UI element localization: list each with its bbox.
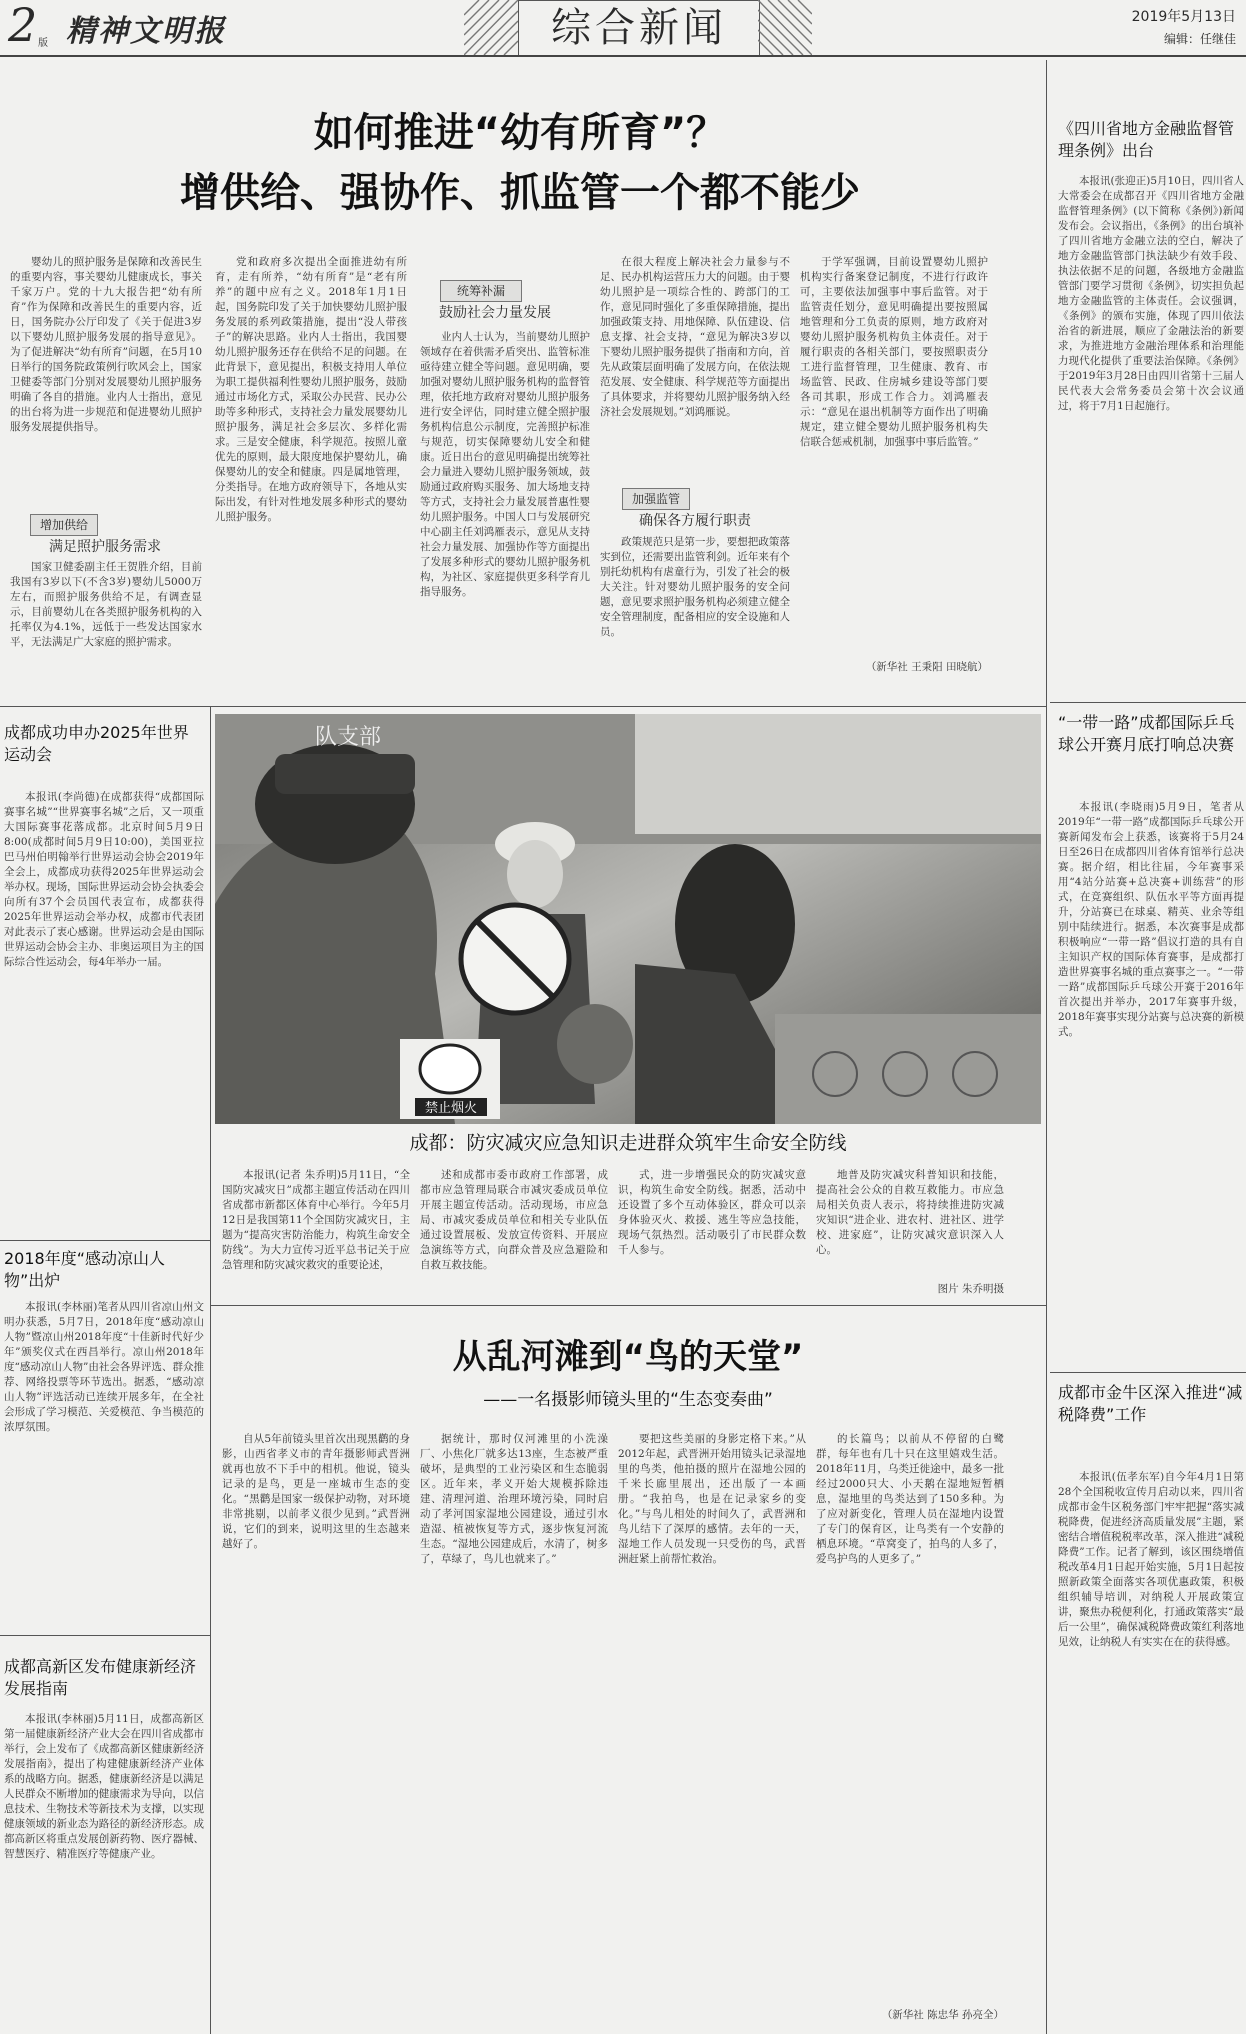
lead-bottom-rule bbox=[0, 706, 1046, 707]
lead-col4: 在很大程度上解决社会力量参与不足、民办机构运营压力大的问题。由于婴幼儿照护是一项综合性的、跨部门的工作，意见同时强化了多重保障措施，提出加强政策支持、用地保障、队伍建设、信息支撑、社会支持，“意见为解决3岁以下婴幼儿照护服务提供了指南和方向，首先从政策层面明确了发展方向，在依法规范发展、安全健康、科学规范等方面提出了具体要求，并将婴幼儿照护服务纳入经济社会发展规划。”刘鸿雁说。 bbox=[600, 256, 790, 418]
header-rule bbox=[0, 55, 1246, 57]
left-story3-body: 本报讯(李林丽)5月11日，成都高新区第一届健康新经济产业大会在四川省成都市举行，会上发布了《成都高新区健康新经济发展指南》，提出了构建健康新经济产业体系的战略方向。据悉，健康新经济是以满足人民群众不断增加的健康需求为导向，以信息技术、生物技术等新技术为支撑，以实现健康领域的新业态为路径的新经济形态。成都高新区将重点发展创新药物、医疗器械、智慧医疗、精准医疗等健康产业。 bbox=[4, 1713, 204, 1860]
subhead-tag-2: 统筹补漏 bbox=[440, 280, 522, 302]
bird-byline: （新华社 陈忠华 孙亮全） bbox=[881, 2009, 1004, 2021]
lead-title-line2: 增供给、强协作、抓监管一个都不能少 bbox=[180, 170, 860, 216]
left-column-divider bbox=[210, 706, 211, 2034]
bird-col2: 据统计，那时仅河滩里的小洗澡厂、小焦化厂就多达13座，生态被严重破坏，是典型的工业污染区和生态脆弱区。近年来，孝义开始大规模拆除违建、清理河道、治理环境污染，同时启动了孝河国家湿地公园建设，通过引水造湿、植被恢复等方式，逐步恢复河流生态。“湿地公园建成后，水清了，树多了，草绿了，鸟儿也就来了。” bbox=[420, 1433, 608, 1565]
left-rule-2 bbox=[0, 1635, 210, 1636]
subhead-2: 鼓励社会力量发展 bbox=[439, 305, 551, 321]
subhead-3: 确保各方履行职责 bbox=[639, 513, 751, 529]
right-bot-body: 本报讯(伍孝东军)自今年4月1日第28个全国税收宣传月启动以来，四川省成都市金牛区税务部门牢牢把握“落实减税降费，促进经济高质量发展”主题，紧密结合增值税税率改革，深入推进“减税降费”工作。记者了解到，该区围绕增值税改革4月1日起开始实施，5月1日起按照新政策全面落实各项优惠政策，积极组织辅导培训，对纳税人开展政策宣讲，聚焦办税便利化，打通政策落实“最后一公里”，确保减税降费政策红利落地见效，让纳税人有实实在在的获得感。 bbox=[1058, 1471, 1244, 1648]
lead-col5: 于学军强调，目前设置婴幼儿照护机构实行备案登记制度，不进行行政许可，主要依法加强事中事后监管。对于监管责任划分，意见明确提出要按照属地管理和分工负责的原则，地方政府对婴幼儿照护服务机构负主体责任。对于履行职责的各相关部门，要按照职责分工进行监督管理，卫生健康、教育、市场监管、民政、住房城乡建设等部门要各司其职，形成工作合力。刘鸿雁表示：“意见在退出机制等方面作出了明确规定，建立健全婴幼儿照护服务机构失信联合惩戒机制，加强事中事后监管。” bbox=[800, 256, 988, 448]
disaster-col2: 述和成都市委市政府工作部署，成都市应急管理局联合市减灾委成员单位开展主题宣传活动。活动现场，市应急局、市减灾委成员单位和相关专业队伍通过设置展板、发放宣传资料、开展应急演练等方式，向群众普及应急避险和自救互救技能。 bbox=[420, 1169, 608, 1271]
right-top-title: 《四川省地方金融监督管理条例》出台 bbox=[1058, 119, 1235, 160]
bird-col1: 自从5年前镜头里首次出现黑鹳的身影，山西省孝义市的青年摄影师武晋洲就再也放不下手中的相机。他说，镜头记录的是鸟，更是一座城市生态的变化。“黑鹳是国家一级保护动物，对环境非常挑剔，以前孝义很少见到。”武晋洲说，它们的到来，说明这里的生态越来越好了。 bbox=[222, 1433, 410, 1550]
left-story1-title: 成都成功申办2025年世界运动会 bbox=[4, 723, 189, 764]
disaster-byline: 图片 朱乔明摄 bbox=[937, 1283, 1004, 1295]
bird-title: 从乱河滩到“鸟的天堂” bbox=[452, 1337, 804, 1377]
right-mid-title: “一带一路”成都国际乒乓球公开赛月底打响总决赛 bbox=[1058, 713, 1235, 754]
photo-sign-text: 禁止烟火 bbox=[424, 1101, 478, 1116]
bird-col3: 要把这些美丽的身影定格下来。”从2012年起，武晋洲开始用镜头记录湿地里的鸟类，他拍摄的照片在湿地公园的千米长廊里展出，还出版了一本画册。“我拍鸟，也是在记录家乡的变化。”与鸟儿相处的时间久了，武晋洲和鸟儿结下了深厚的感情。去年的一天，湿地工作人员发现一只受伤的鸟，武晋洲赶紧上前帮忙救治。 bbox=[618, 1433, 806, 1565]
photo-vest-text: 队支部 bbox=[315, 725, 382, 750]
left-story2-body: 本报讯(李林丽)笔者从四川省凉山州文明办获悉，5月7日，2018年度“感动凉山人物”暨凉山州2018年度“十佳新时代好少年”颁奖仪式在西昌举行。凉山州2018年度“感动凉山人物”由社会各界评选、群众推荐、网络投票等环节选出。据悉，“感动凉山人物”评选活动已连续开展多年，在全社会形成了学习模范、关爱模范、争当模范的浓厚氛围。 bbox=[4, 1301, 204, 1433]
photo-caption: 成都：防灾减灾应急知识走进群众筑牢生命安全防线 bbox=[409, 1132, 847, 1154]
issue-date: 2019年5月13日 bbox=[1131, 9, 1236, 25]
lead-col1: 婴幼儿的照护服务是保障和改善民生的重要内容，事关婴幼儿健康成长，事关千家万户。党的十九大报告把“幼有所育”作为保障和改善民生的重要内容，近日，国务院办公厅印发了《关于促进3岁以下婴幼儿照护服务发展的指导意见》。为了促进解决“幼有所育”问题，在5月10日举行的国务院政策例行吹风会上，国家卫健委等部门分别对发展婴幼儿照护服务明确了各自的措施。业内人士指出，意见的出台将为进一步规范和促进婴幼儿照护服务发展提供指导。 bbox=[10, 256, 202, 433]
disaster-col4: 地普及防灾减灾科普知识和技能，提高社会公众的自救互救能力。市应急局相关负责人表示，将持续推进防灾减灾知识“进企业、进农村、进社区、进学校、进家庭”，让防灾减灾意识深入人心。 bbox=[816, 1169, 1004, 1256]
disaster-bottom-rule bbox=[210, 1305, 1046, 1306]
left-story2-title: 2018年度“感动凉山人物”出炉 bbox=[4, 1249, 166, 1290]
disaster-col3: 式，进一步增强民众的防灾减灾意识，构筑生命安全防线。据悉，活动中还设置了多个互动体验区，群众可以亲身体验灭火、救援、逃生等应急技能，现场气氛热烈。活动吸引了市民群众数千人参与。 bbox=[618, 1169, 806, 1256]
editor-credit: 编辑：任继佳 bbox=[1163, 32, 1236, 46]
lead-col2: 党和政府多次提出全面推进幼有所育，走有所养，“幼有所育”是“老有所养”的题中应有之义。2018年1月1日起，国务院印发了关于加快婴幼儿照护服务发展的系列政策措施，提出“没人带孩子”的解决思路。业内人士指出，我国婴幼儿照护服务还存在供给不足的问题。在此背景下，意见提出，积极支持用人单位为职工提供福利性婴幼儿照护服务，鼓励通过市场化方式，采取公办民营、民办公助等多种形式，支持社会力量发展婴幼儿照护服务，满足社会多层次、多样化需求。三是安全健康，科学规范。按照儿童优先的原则，最大限度地保护婴幼儿，确保婴幼儿的安全和健康。四是属地管理，分类指导。在地方政府领导下，各地从实际出发，有针对性地发展多种形式的婴幼儿照护服务。 bbox=[215, 256, 407, 523]
lead-title-line1: 如何推进“幼有所育”？ bbox=[313, 110, 727, 156]
disaster-col1: 本报讯(记者 朱乔明)5月11日，“全国防灾减灾日”成都主题宣传活动在四川省成都市新都区体育中心举行。今年5月12日是我国第11个全国防灾减灾日，主题为“提高灾害防治能力，构筑生命安全防线”。为大力宣传习近平总书记关于应急管理和防灾减灾救灾的重要论述， bbox=[222, 1169, 410, 1271]
decorative-corner-right bbox=[758, 0, 812, 55]
lead-col3: 业内人士认为，当前婴幼儿照护领域存在着供需矛盾突出、监管标准亟待建立健全等问题。意见明确，要加强对婴幼儿照护服务机构的监督管理，依托地方政府对婴幼儿照护服务进行安全评估，同时建立健全照护服务机构信息公示制度，完善照护标准与规范，切实保障婴幼儿安全和健康。近日出台的意见明确提出统筹社会力量进入婴幼儿照护服务领域，鼓励通过政府购买服务、加大场地支持等方式，支持社会力量发展普惠性婴幼儿照护服务。中国人口与发展研究中心副主任刘鸿雁表示，意见从支持社会力量发展、加强协作等方面提出了发展多种形式的婴幼儿照护服务机构，为社区、家庭提供更多科学育儿指导服务。 bbox=[420, 331, 590, 598]
left-story3-title: 成都高新区发布健康新经济发展指南 bbox=[4, 1657, 197, 1698]
right-mid-body: 本报讯(李晓雨)5月9日，笔者从2019年“一带一路”成都国际乒乓球公开赛新闻发布会上获悉，该赛将于5月24日至26日在成都四川省体育馆举行总决赛。据介绍，相比往届，今年赛事采用“4站分站赛+总决赛+训练营”的形式，在竞赛组织、队伍水平等方面再提升，分站赛已在球桌、精英、业余等组别中陆续进行。据悉，本次赛事是成都积极响应“一带一路”倡议打造的具有自主知识产权的国际体育赛事，是成都打造世界赛事名城的重点赛事之一。“一带一路”成都国际乒乓球公开赛于2016年首次提出并举办，2017年赛事升级，2018年赛事实现分站赛与总决赛的新模式。 bbox=[1058, 801, 1244, 1038]
paper-name: 精神文明报 bbox=[66, 14, 226, 49]
subhead-tag-1: 增加供给 bbox=[30, 514, 98, 536]
news-photo bbox=[215, 714, 1041, 1124]
lead-byline: （新华社 王秉阳 田晓航） bbox=[865, 661, 988, 673]
right-rule-1 bbox=[1050, 702, 1246, 703]
left-story1-body: 本报讯(李尚德)在成都获得“成都国际赛事名城”“世界赛事名城”之后，又一项重大国际赛事花落成都。北京时间5月9日8:00(成都时间5月9日10:00)，美国亚拉巴马州伯明翰举行世界运动会协会2019年全会上，成都成功获得2025年世界运动会举办权。现场，国际世界运动会协会执委会向所有37个会员国代表宣布，成都获得2025年世界运动会举办权，成都市代表团对此表示了衷心感谢。世界运动会是由国际世界运动会协会主办、非奥运项目为主的国际综合性运动会，每4年举办一届。 bbox=[4, 791, 204, 968]
section-title: 综合新闻 bbox=[518, 0, 760, 56]
decorative-corner-left bbox=[464, 0, 518, 55]
lead-col1b: 国家卫健委副主任王贺胜介绍，目前我国有3岁以下(不含3岁)婴幼儿5000万左右，而照护服务供给不足，有调查显示，目前婴幼儿在各类照护服务机构的入托率仅为4.1%，远低于一些发达国家水平，无法满足广大家庭的照护需求。 bbox=[10, 561, 202, 648]
subhead-tag-3: 加强监管 bbox=[622, 488, 690, 510]
right-bot-title: 成都市金牛区深入推进“减税降费”工作 bbox=[1058, 1383, 1243, 1424]
right-top-body: 本报讯(张迎正)5月10日，四川省人大常委会在成都召开《四川省地方金融监督管理条例》(以下简称《条例》)新闻发布会。会议指出，《条例》的出台填补了四川省地方金融立法的空白，解决了地方金融监管部门执法缺少有效手段、执法依据不足的问题，各级地方金融监管部门要学习贯彻《条例》，切实担负起地方金融监管的主体责任。会议强调，《条例》的颁布实施，体现了四川依法治省的新进展，顺应了金融法治的新要求，为推进地方金融治理体系和治理能力现代化提供了重要法治保障。《条例》于2019年3月28日由四川省第十三届人民代表大会常务委员会第十次会议通过，将于7月1日起施行。 bbox=[1058, 175, 1244, 412]
lead-col4b: 政策规范只是第一步，要想把政策落实到位，还需要出监管利剑。近年来有个别托幼机构有虐童行为，引发了社会的极大关注。针对婴幼儿照护服务的安全问题，意见要求照护服务机构必须建立健全安全管理制度，配备相应的安全设施和人员。 bbox=[600, 536, 790, 638]
page-suffix: 版 bbox=[38, 38, 48, 49]
right-rule-2 bbox=[1050, 1372, 1246, 1373]
left-rule-1 bbox=[0, 1240, 210, 1241]
right-column-divider bbox=[1046, 60, 1047, 2034]
page-number: 2 bbox=[8, 0, 38, 52]
bird-col4: 的长篇鸟；以前从不停留的白鹭群，每年也有几十只在这里嬉戏生活。2018年11月，乌类迁徙途中，最多一批经过2000只大、小天鹅在湿地短暂栖息，湿地里的鸟类达到了150多种。为了应对新变化，管理人员在湿地内设置了专门的保育区，让鸟类有一个安静的栖息环境。“草窝变了，拍鸟的人多了，爱鸟护鸟的人更多了。” bbox=[816, 1433, 1004, 1565]
subhead-1: 满足照护服务需求 bbox=[49, 539, 161, 555]
bird-subtitle: ——一名摄影师镜头里的“生态变奏曲” bbox=[483, 1390, 773, 1410]
